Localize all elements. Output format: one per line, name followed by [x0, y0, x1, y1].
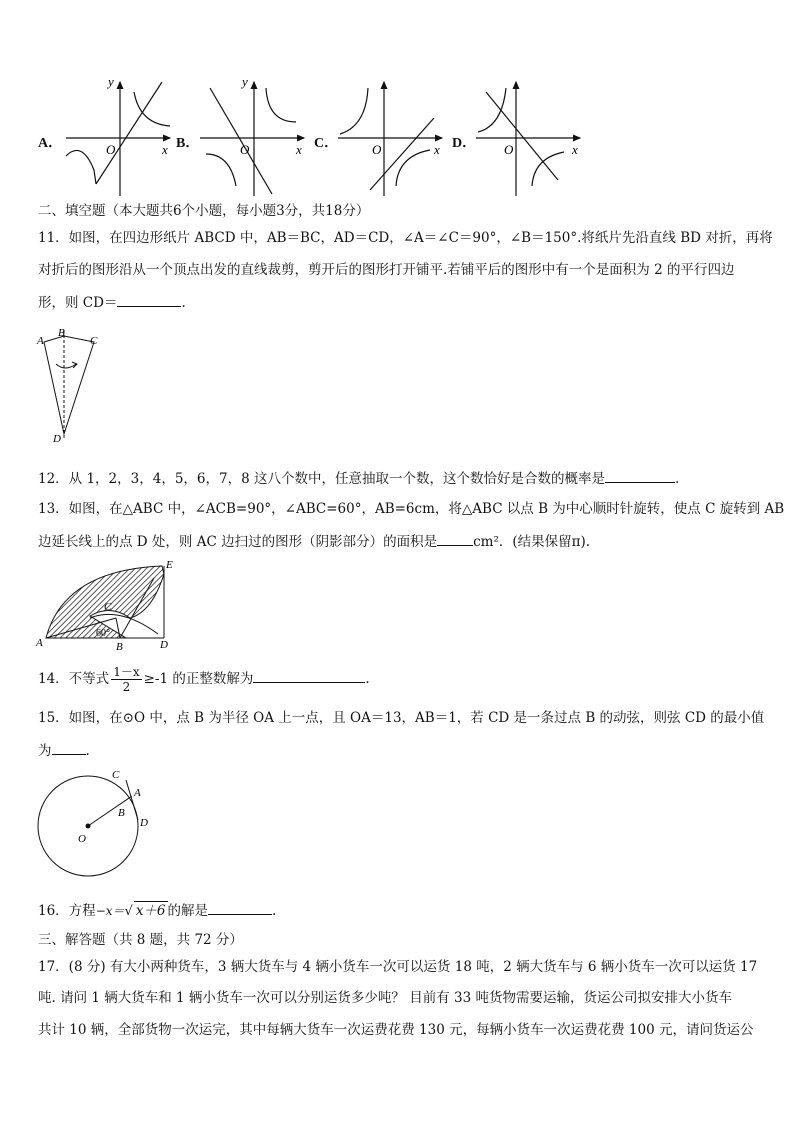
q11-figure-kite	[34, 326, 110, 446]
option-b-label: B．	[176, 136, 200, 151]
origin-label: O	[504, 142, 514, 157]
x-axis-label: x	[434, 142, 440, 157]
answer-blank[interactable]	[253, 668, 365, 683]
q11-line2: 对折后的图形沿从一个顶点出发的直线裁剪，剪开后的图形打开铺平.若铺平后的图形中有一个是面积为 2 的平行四边	[38, 262, 735, 278]
option-d-label: D．	[452, 136, 477, 151]
q11-line3: 形，则 CD＝ .	[38, 292, 186, 312]
option-c-label: C．	[314, 136, 339, 151]
q13-line2: 边延长线上的点 D 处，则 AC 边扫过的图形（阴影部分）的面积是 cm²．(结果保留π).	[38, 531, 590, 551]
angle-label: 60°	[96, 628, 110, 639]
y-axis-label: y	[108, 74, 114, 89]
x-axis-label: x	[296, 142, 302, 157]
option-a-label: A．	[38, 136, 63, 151]
q13-line1: 13．如图，在△ABC 中，∠ACB=90°，∠ABC=60°，AB=6cm，将△ABC 以点 B 为中心顺时针旋转，使点 C 旋转到 AB	[38, 501, 785, 517]
point-e-label: E	[166, 559, 173, 571]
section-heading-fill-in: 二、填空题（本大题共6个小题，每小题3分，共18分）	[38, 203, 370, 219]
q11-line1: 11．如图，在四边形纸片 ABCD 中，AB＝BC，AD＝CD，∠A＝∠C＝90°，∠B＝150°.将纸片先沿直线 BD 对折，再将	[38, 230, 773, 246]
origin-label: O	[106, 142, 116, 157]
answer-blank[interactable]	[52, 740, 86, 755]
point-c-label: C	[112, 769, 120, 781]
option-c-graph	[334, 74, 454, 199]
point-c-label: C	[90, 335, 98, 347]
q12-line: 12．从 1，2，3，4，5，6，7，8 这八个数中，任意抽取一个数，这个数恰好是合数的概率是 .	[38, 468, 679, 488]
q15-figure-circle	[34, 764, 154, 880]
q15-line2: 为 .	[38, 740, 90, 760]
q17-line1: 17．(8 分) 有大小两种货车，3 辆大货车与 4 辆小货车一次可以运货 18 吨，2 辆大货车与 6 辆小货车一次可以运货 17	[38, 959, 758, 975]
q14-line: 14．不等式 $\frac{1-x}{2}$ ≥-1 的正整数解为 .	[38, 665, 370, 694]
y-axis-label: y	[242, 74, 248, 89]
point-a-label: A	[134, 787, 141, 799]
point-d-label: D	[53, 433, 61, 445]
section-heading-solutions: 三、解答题（共 8 题，共 72 分）	[38, 932, 243, 948]
fraction: $\frac{1-x}{2}$	[113, 665, 140, 694]
point-d-label: D	[160, 639, 168, 650]
point-a-label: A	[36, 637, 43, 649]
answer-blank[interactable]	[117, 292, 181, 307]
x-axis-label: x	[572, 142, 578, 157]
answer-blank[interactable]	[437, 531, 473, 546]
q15-line1: 15．如图，在⊙O 中，点 B 为半径 OA 上一点，且 OA＝13，AB＝1，若 CD 是一条过点 B 的动弦，则弦 CD 的最小值	[38, 710, 765, 726]
point-b-label: B	[118, 807, 125, 819]
point-c-label: C	[104, 601, 112, 613]
option-graphs-row	[0, 70, 794, 200]
point-a-label: A	[37, 335, 44, 347]
option-d-graph	[472, 74, 592, 199]
origin-label: O	[240, 142, 250, 157]
x-axis-label: x	[162, 142, 168, 157]
answer-blank[interactable]	[208, 900, 272, 915]
option-b-graph	[196, 74, 316, 199]
q13-figure-rotation	[34, 556, 184, 650]
q16-line: 16．方程−x＝√ x＋6 的解是 .	[38, 900, 276, 921]
point-o-label: O	[78, 833, 86, 845]
q17-line3: 共计 10 辆，全部货物一次运完，其中每辆大货车一次运费花费 130 元，每辆小货车一次运费花费 100 元，请问货运公	[38, 1022, 754, 1038]
point-b-label: B	[116, 641, 123, 650]
answer-blank[interactable]	[605, 468, 675, 483]
point-b-label: B	[58, 327, 65, 339]
point-d-label: D	[140, 817, 148, 829]
q17-line2: 吨. 请问 1 辆大货车和 1 辆小货车一次可以分别运货多少吨？ 目前有 33 吨货物需要运输，货运公司拟安排大小货车	[38, 990, 732, 1006]
option-a-graph	[58, 74, 178, 199]
origin-label: O	[372, 142, 382, 157]
